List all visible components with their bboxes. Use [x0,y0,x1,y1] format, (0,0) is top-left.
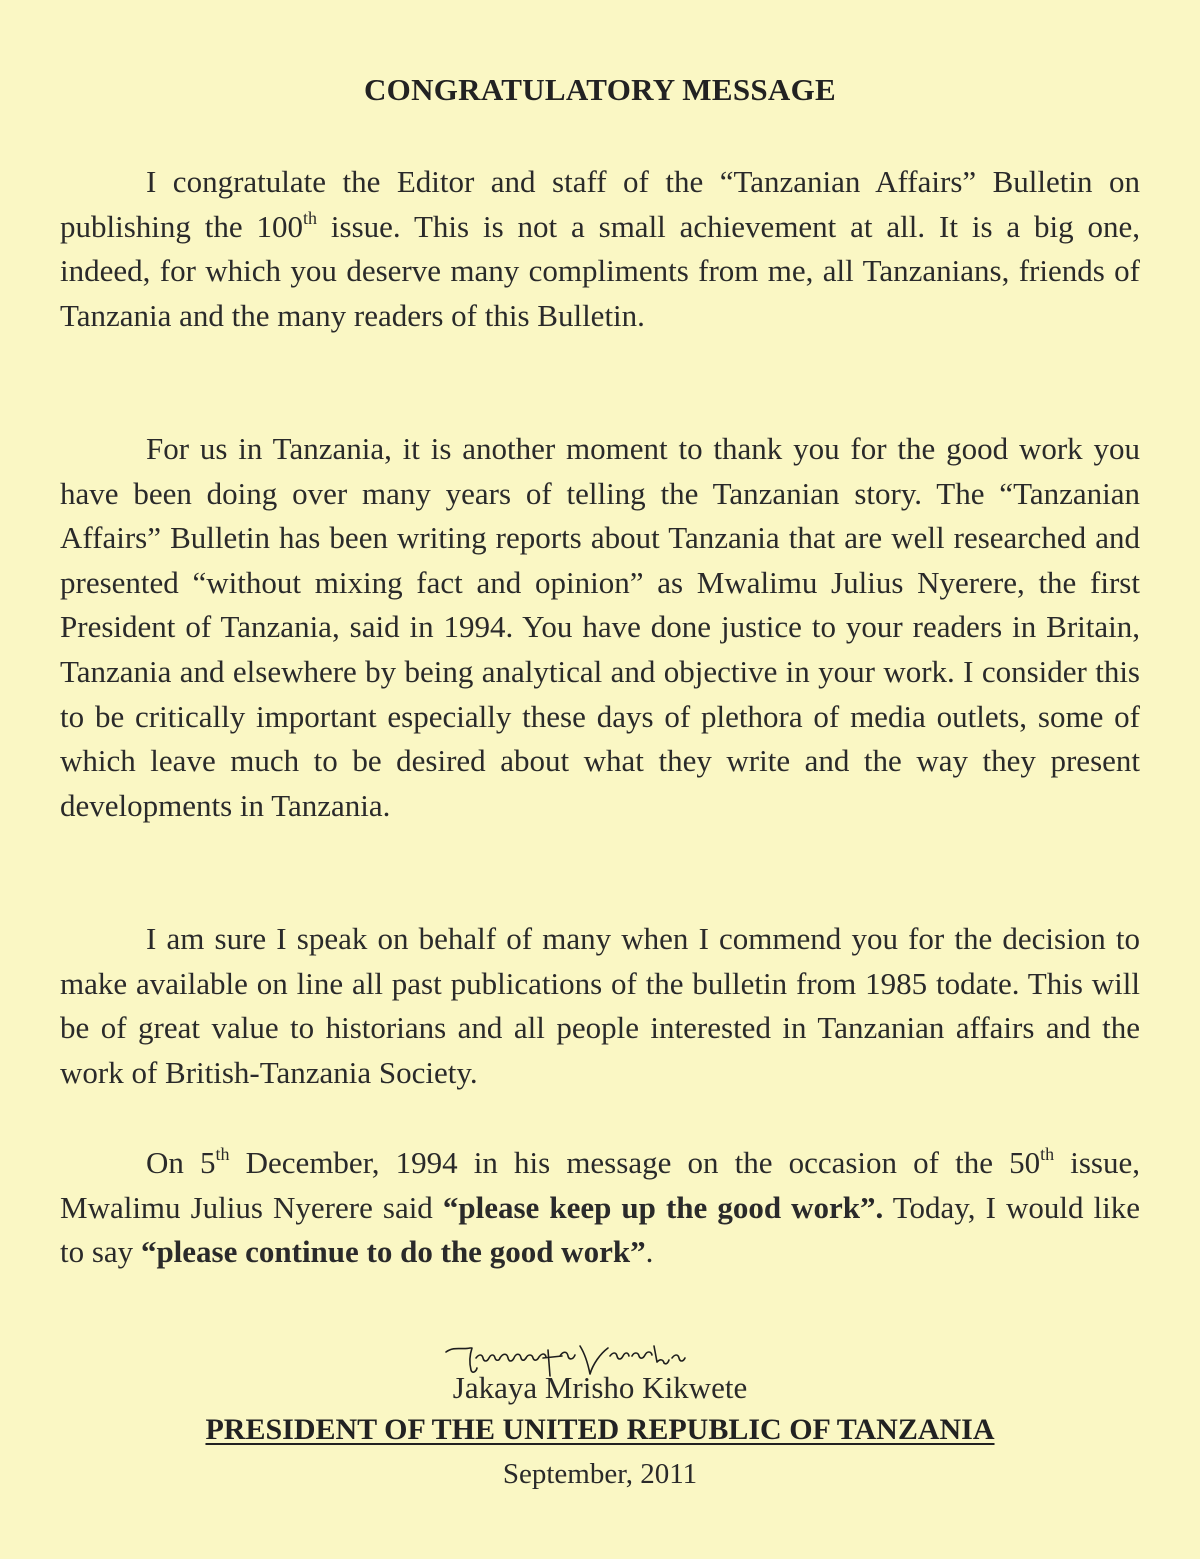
kikwete-quote: “please continue to do the good work” [140,1234,646,1270]
ordinal-suffix: th [215,1144,230,1164]
paragraph-2-text: For us in Tanzania, it is another moment to thank you for the good work you have been doing over many years of telling the Tanzanian story. The “Tanzanian Affairs” Bulletin has been writing reports about Tanzania that are well researched and presented “without mixing fact and opinion” as Mwalimu Julius Nyerere, the first President of Tanzania, said in 1994. You have done justice to your readers in Britain, Tanzania and elsewhere by being analytical and objective in your work. I consider this to be critically important especially these days of plethora of media outlets, some of which leave much to be desired about what they write and the way they present developments in Tanzania. [60,431,1140,823]
paragraph-2 [60,427,1140,828]
document-title: CONGRATULATORY MESSAGE [363,72,836,107]
letter-date: September, 2011 [502,1458,698,1490]
signer-name: Jakaya Mrisho Kikwete [452,1370,748,1405]
paragraph-4-text-b: December, 1994 in his message on the occasion of the 50 [229,1145,1041,1180]
paragraph-3-text: I am sure I speak on behalf of many when I commend you for the decision to make available on line all past publications of the bulletin from 1985 todate. This will be of great value to historians and all people interested in Tanzanian affairs and the work of British-Tanzania Society. [60,921,1140,1090]
paragraph-4-text-c: issue, Mwalimu Julius Nyerere said [60,1145,1140,1225]
paragraph-1-text-b: issue. This is not a small achievement at all. It is a big one, indeed, for which you deserve many compliments from me, all Tanzanians, friends of Tanzania and the many readers of this Bulletin. [60,208,1141,333]
paragraph-4-text-d: Today, I would like to say [60,1189,1140,1270]
paragraph-4-text-e: . [645,1234,654,1270]
paragraph-3 [60,917,1140,1095]
nyerere-quote: “please keep up the good work”. [442,1189,884,1225]
paragraph-1-text-a: I congratulate the Editor and staff of the “Tanzanian Affairs” Bulletin on publishing the 100 [60,164,1140,244]
ordinal-suffix: th [303,207,318,228]
paragraph-1 [60,160,1140,338]
signer-title: PRESIDENT OF THE UNITED REPUBLIC OF TANZANIA [205,1413,995,1446]
ordinal-suffix: th [1040,1144,1055,1164]
paragraph-4 [60,1141,1140,1275]
paragraph-4-text-a: On 5 [146,1145,216,1180]
